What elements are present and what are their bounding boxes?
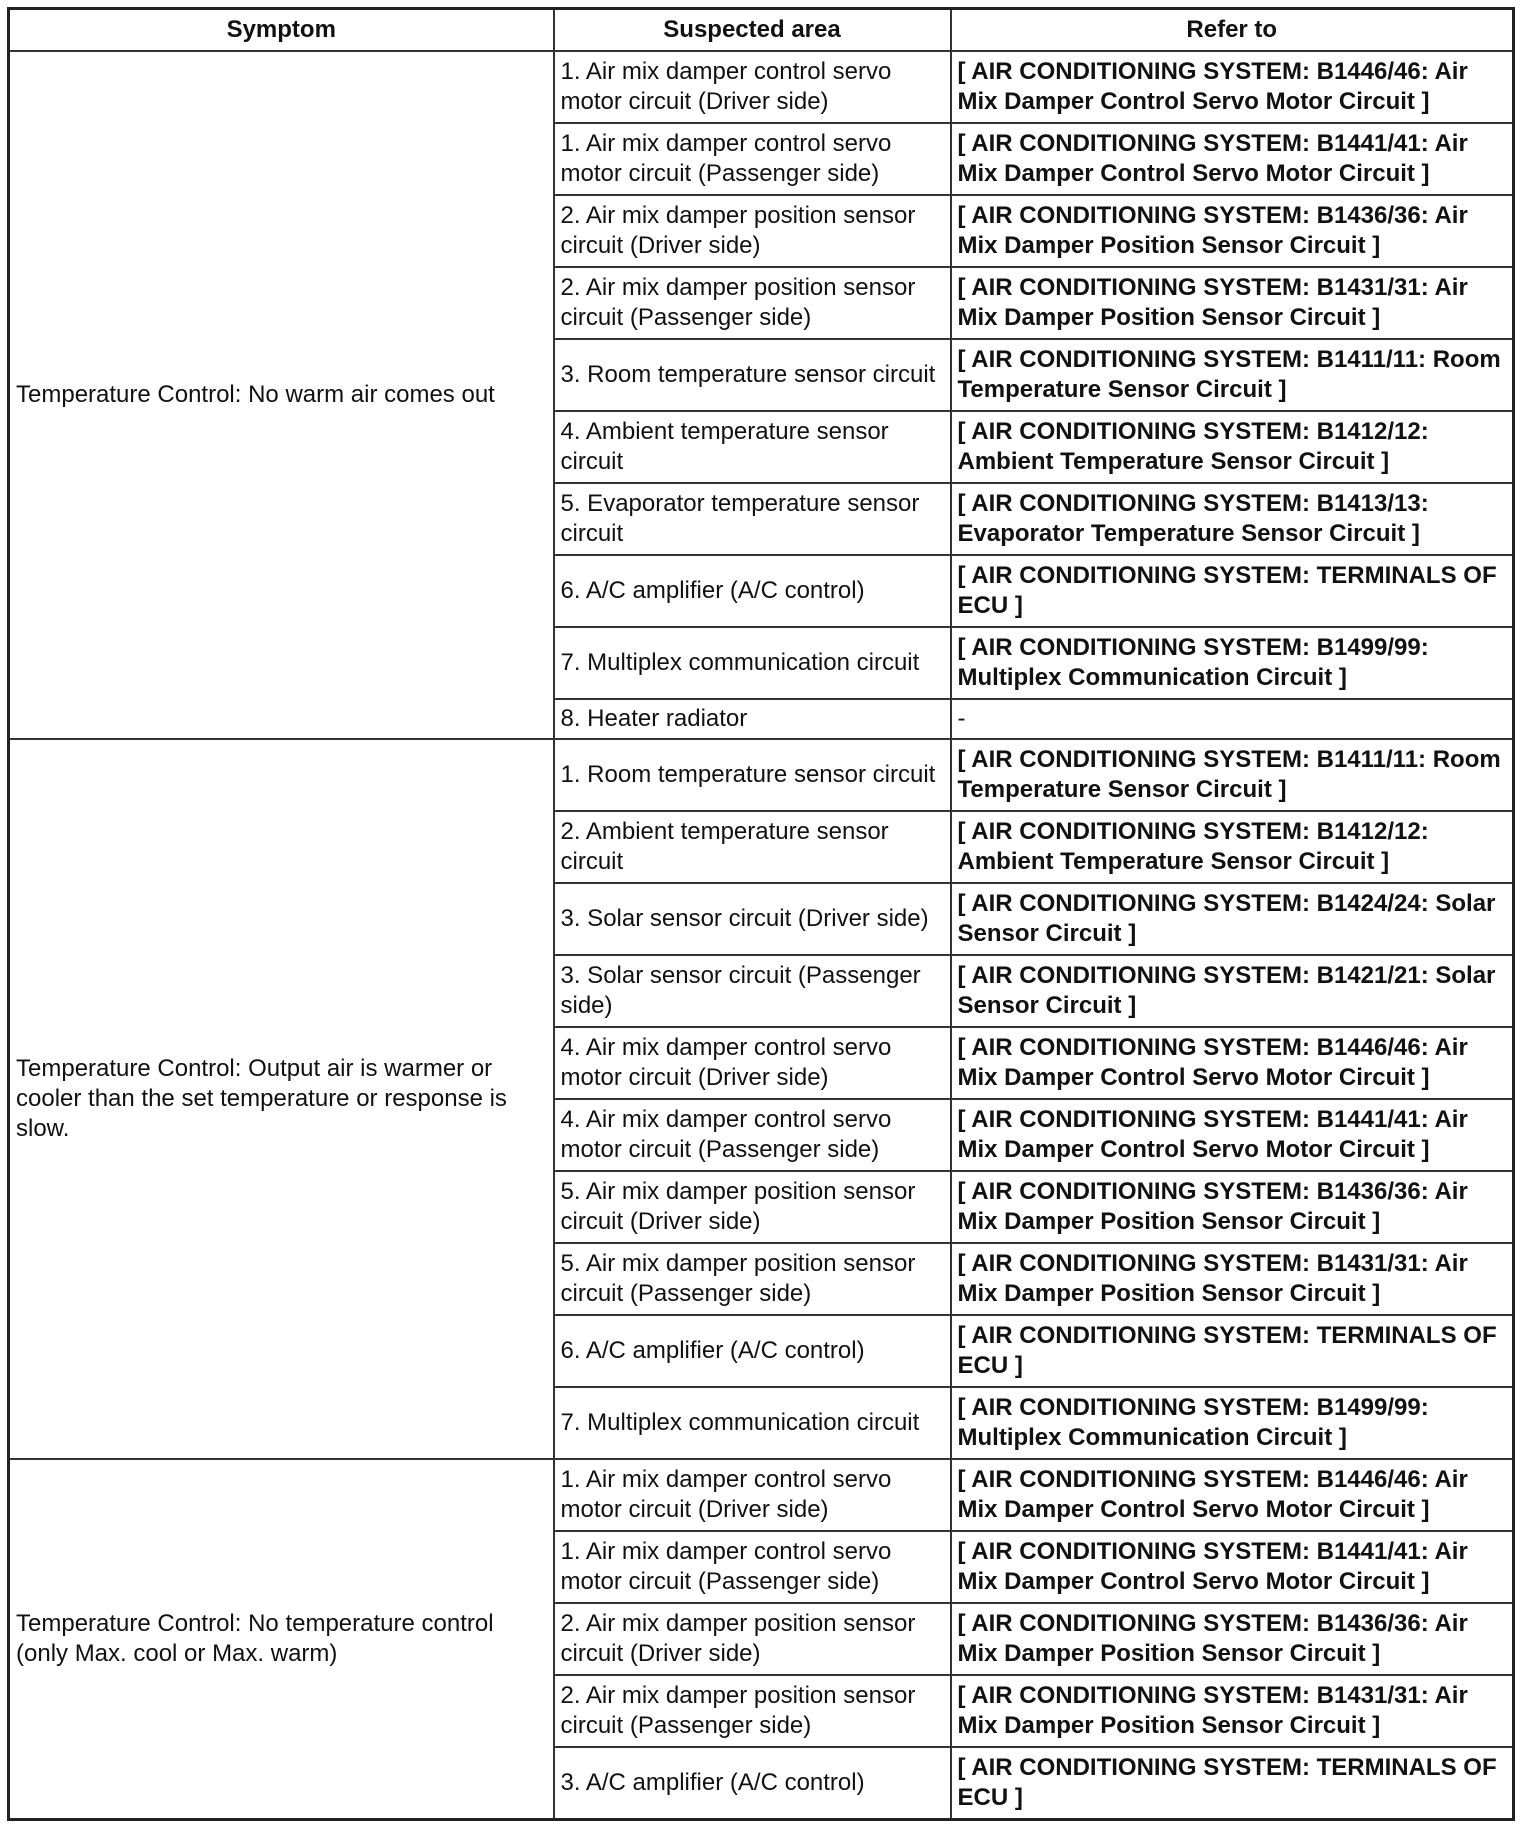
symptom-cell: Temperature Control: No temperature control (only Max. cool or Max. warm) <box>9 1459 554 1820</box>
refer-to-link[interactable]: [ AIR CONDITIONING SYSTEM: B1441/41: Air Mix Damper Control Servo Motor Circuit ] <box>951 1531 1514 1603</box>
suspected-area-cell: 3. A/C amplifier (A/C control) <box>554 1747 951 1820</box>
refer-to-link[interactable]: [ AIR CONDITIONING SYSTEM: B1436/36: Air Mix Damper Position Sensor Circuit ] <box>951 195 1514 267</box>
suspected-area-cell: 7. Multiplex communication circuit <box>554 1387 951 1459</box>
refer-to-link[interactable]: [ AIR CONDITIONING SYSTEM: B1411/11: Room Temperature Sensor Circuit ] <box>951 739 1514 811</box>
refer-to-link[interactable]: [ AIR CONDITIONING SYSTEM: TERMINALS OF ECU ] <box>951 1747 1514 1820</box>
suspected-area-cell: 5. Air mix damper position sensor circuit (Driver side) <box>554 1171 951 1243</box>
refer-to-link[interactable]: [ AIR CONDITIONING SYSTEM: TERMINALS OF ECU ] <box>951 1315 1514 1387</box>
refer-to-link[interactable]: [ AIR CONDITIONING SYSTEM: B1431/31: Air Mix Damper Position Sensor Circuit ] <box>951 1675 1514 1747</box>
refer-to-link[interactable]: [ AIR CONDITIONING SYSTEM: B1412/12: Ambient Temperature Sensor Circuit ] <box>951 411 1514 483</box>
symptom-table <box>7 7 1515 1821</box>
symptom-cell: Temperature Control: Output air is warmer or cooler than the set temperature or response is slow. <box>9 739 554 1459</box>
suspected-area-cell: 2. Ambient temperature sensor circuit <box>554 811 951 883</box>
refer-to-link[interactable]: [ AIR CONDITIONING SYSTEM: B1424/24: Solar Sensor Circuit ] <box>951 883 1514 955</box>
header-symptom: Symptom <box>9 9 554 52</box>
suspected-area-cell: 2. Air mix damper position sensor circuit (Driver side) <box>554 1603 951 1675</box>
refer-to-link[interactable]: [ AIR CONDITIONING SYSTEM: B1441/41: Air Mix Damper Control Servo Motor Circuit ] <box>951 1099 1514 1171</box>
suspected-area-cell: 1. Air mix damper control servo motor circuit (Driver side) <box>554 1459 951 1531</box>
refer-to-link[interactable]: [ AIR CONDITIONING SYSTEM: B1446/46: Air Mix Damper Control Servo Motor Circuit ] <box>951 1027 1514 1099</box>
suspected-area-cell: 4. Air mix damper control servo motor circuit (Passenger side) <box>554 1099 951 1171</box>
suspected-area-cell: 4. Ambient temperature sensor circuit <box>554 411 951 483</box>
suspected-area-cell: 1. Room temperature sensor circuit <box>554 739 951 811</box>
refer-to-link[interactable]: [ AIR CONDITIONING SYSTEM: B1499/99: Multiplex Communication Circuit ] <box>951 1387 1514 1459</box>
refer-to-link[interactable]: [ AIR CONDITIONING SYSTEM: B1441/41: Air Mix Damper Control Servo Motor Circuit ] <box>951 123 1514 195</box>
refer-to-link[interactable]: [ AIR CONDITIONING SYSTEM: B1412/12: Ambient Temperature Sensor Circuit ] <box>951 811 1514 883</box>
table-row <box>9 1459 1514 1531</box>
suspected-area-cell: 3. Solar sensor circuit (Passenger side) <box>554 955 951 1027</box>
suspected-area-cell: 2. Air mix damper position sensor circuit (Driver side) <box>554 195 951 267</box>
refer-to-link[interactable]: [ AIR CONDITIONING SYSTEM: B1499/99: Multiplex Communication Circuit ] <box>951 627 1514 699</box>
suspected-area-cell: 1. Air mix damper control servo motor circuit (Driver side) <box>554 51 951 123</box>
table-row <box>9 51 1514 123</box>
refer-to-link[interactable]: [ AIR CONDITIONING SYSTEM: B1411/11: Room Temperature Sensor Circuit ] <box>951 339 1514 411</box>
table-row <box>9 739 1514 811</box>
suspected-area-cell: 1. Air mix damper control servo motor circuit (Passenger side) <box>554 123 951 195</box>
refer-to-link[interactable]: [ AIR CONDITIONING SYSTEM: B1431/31: Air Mix Damper Position Sensor Circuit ] <box>951 1243 1514 1315</box>
refer-to-link[interactable]: [ AIR CONDITIONING SYSTEM: B1446/46: Air Mix Damper Control Servo Motor Circuit ] <box>951 51 1514 123</box>
suspected-area-cell: 3. Solar sensor circuit (Driver side) <box>554 883 951 955</box>
header-row <box>9 9 1514 52</box>
refer-to-link[interactable]: [ AIR CONDITIONING SYSTEM: B1431/31: Air Mix Damper Position Sensor Circuit ] <box>951 267 1514 339</box>
symptom-cell: Temperature Control: No warm air comes out <box>9 51 554 739</box>
suspected-area-cell: 6. A/C amplifier (A/C control) <box>554 1315 951 1387</box>
refer-to-link[interactable]: [ AIR CONDITIONING SYSTEM: B1436/36: Air Mix Damper Position Sensor Circuit ] <box>951 1171 1514 1243</box>
refer-to-link[interactable]: [ AIR CONDITIONING SYSTEM: TERMINALS OF ECU ] <box>951 555 1514 627</box>
suspected-area-cell: 6. A/C amplifier (A/C control) <box>554 555 951 627</box>
suspected-area-cell: 5. Evaporator temperature sensor circuit <box>554 483 951 555</box>
refer-to-link[interactable]: [ AIR CONDITIONING SYSTEM: B1436/36: Air Mix Damper Position Sensor Circuit ] <box>951 1603 1514 1675</box>
header-suspected-area: Suspected area <box>554 9 951 52</box>
refer-to-cell: - <box>951 699 1514 739</box>
refer-to-link[interactable]: [ AIR CONDITIONING SYSTEM: B1446/46: Air Mix Damper Control Servo Motor Circuit ] <box>951 1459 1514 1531</box>
suspected-area-cell: 2. Air mix damper position sensor circuit (Passenger side) <box>554 267 951 339</box>
suspected-area-cell: 3. Room temperature sensor circuit <box>554 339 951 411</box>
refer-to-link[interactable]: [ AIR CONDITIONING SYSTEM: B1413/13: Evaporator Temperature Sensor Circuit ] <box>951 483 1514 555</box>
suspected-area-cell: 4. Air mix damper control servo motor circuit (Driver side) <box>554 1027 951 1099</box>
suspected-area-cell: 7. Multiplex communication circuit <box>554 627 951 699</box>
header-refer-to: Refer to <box>951 9 1514 52</box>
refer-to-link[interactable]: [ AIR CONDITIONING SYSTEM: B1421/21: Solar Sensor Circuit ] <box>951 955 1514 1027</box>
suspected-area-cell: 8. Heater radiator <box>554 699 951 739</box>
document-page <box>7 7 1515 1821</box>
suspected-area-cell: 1. Air mix damper control servo motor circuit (Passenger side) <box>554 1531 951 1603</box>
suspected-area-cell: 2. Air mix damper position sensor circuit (Passenger side) <box>554 1675 951 1747</box>
suspected-area-cell: 5. Air mix damper position sensor circuit (Passenger side) <box>554 1243 951 1315</box>
